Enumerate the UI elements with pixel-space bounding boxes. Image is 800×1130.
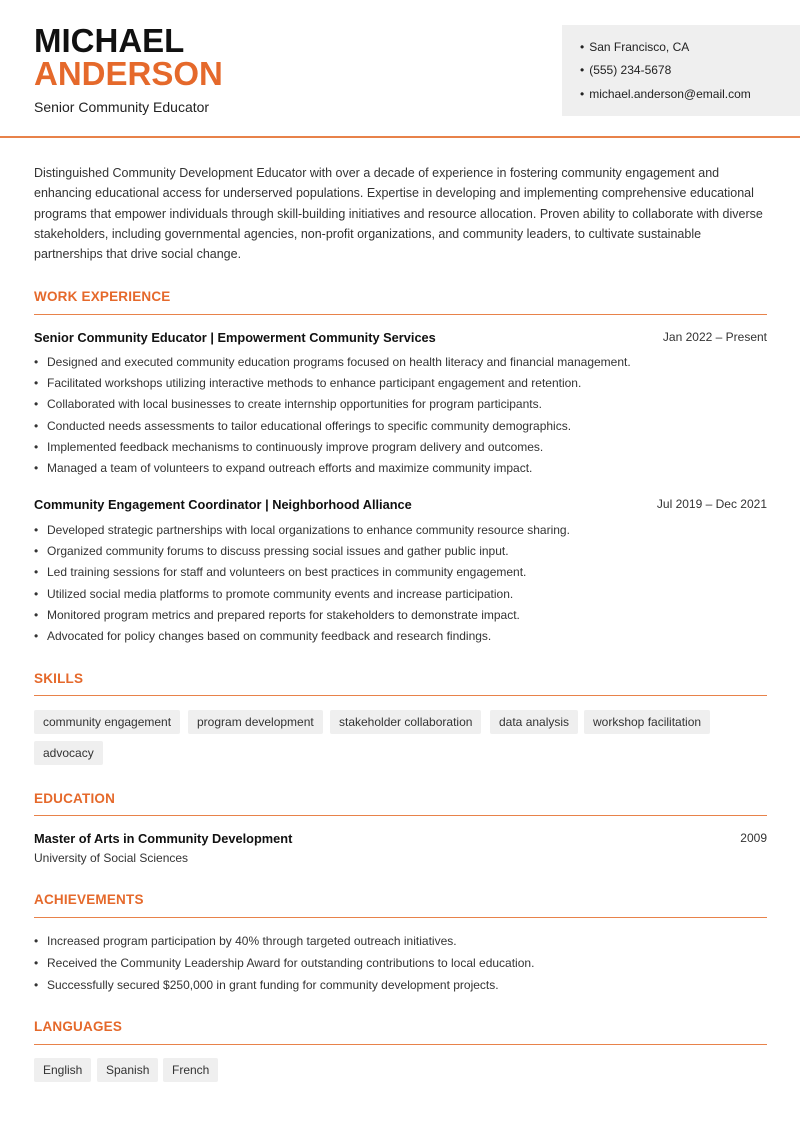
language-chip: French bbox=[163, 1058, 218, 1082]
section-title-education: EDUCATION bbox=[34, 791, 116, 806]
list-item: • Organized community forums to discuss pressing social issues and gather public input. bbox=[34, 541, 769, 562]
list-item: • Successfully secured $250,000 in grant funding for community development projects. bbox=[34, 974, 769, 996]
education-year: 2009 bbox=[740, 831, 767, 845]
skill-chip: advocacy bbox=[34, 741, 103, 765]
list-item: • Increased program participation by 40% through targeted outreach initiatives. bbox=[34, 930, 769, 952]
skill-chip: community engagement bbox=[34, 710, 180, 734]
list-item: • Collaborated with local businesses to create internship opportunities for program participants. bbox=[34, 394, 769, 415]
resume-header bbox=[0, 0, 800, 138]
list-item: • Developed strategic partnerships with local organizations to enhance community resource sharing. bbox=[34, 520, 769, 541]
contact-email[interactable]: • michael.anderson@email.com bbox=[580, 87, 751, 101]
section-title-work: WORK EXPERIENCE bbox=[34, 289, 171, 304]
list-item: • Managed a team of volunteers to expand outreach efforts and maximize community impact. bbox=[34, 458, 769, 479]
list-item: • Received the Community Leadership Award for outstanding contributions to local education. bbox=[34, 952, 769, 974]
job-bullets bbox=[34, 352, 769, 479]
section-divider bbox=[34, 1044, 767, 1045]
list-item: • Conducted needs assessments to tailor educational offerings to specific community demographics. bbox=[34, 416, 769, 437]
job-title: Senior Community Educator | Empowerment Community Services bbox=[34, 330, 436, 345]
contact-location: • San Francisco, CA bbox=[580, 40, 689, 54]
section-title-achievements: ACHIEVEMENTS bbox=[34, 892, 144, 907]
job-title: Community Engagement Coordinator | Neighborhood Alliance bbox=[34, 497, 412, 512]
language-chip: English bbox=[34, 1058, 91, 1082]
contact-box bbox=[562, 25, 800, 116]
education-school: University of Social Sciences bbox=[34, 851, 189, 865]
list-item: • Led training sessions for staff and volunteers on best practices in community engagement. bbox=[34, 562, 769, 583]
section-divider bbox=[34, 917, 767, 918]
skill-chip: program development bbox=[188, 710, 323, 734]
list-item: • Implemented feedback mechanisms to continuously improve program delivery and outcomes. bbox=[34, 437, 769, 458]
section-divider bbox=[34, 815, 767, 816]
education-degree: Master of Arts in Community Development bbox=[34, 831, 293, 846]
section-title-languages: LANGUAGES bbox=[34, 1019, 123, 1034]
list-item: • Facilitated workshops utilizing interactive methods to enhance participant engagement and retention. bbox=[34, 373, 769, 394]
summary-text: Distinguished Community Development Educator with over a decade of experience in fostering community engagement and enhancing educational access for underserved populations. Expertise in developing and implementing comprehensive educational programs that empower individuals through skill-building initiatives and resource allocation. Proven ability to collaborate with diverse stakeholders, including governmental agencies, non-profit organizations, and community leaders, to cultivate sustainable partnerships that drive social change. bbox=[34, 166, 763, 262]
list-item: • Designed and executed community education programs focused on health literacy and financial management. bbox=[34, 352, 769, 373]
section-divider bbox=[34, 314, 767, 315]
contact-phone: • (555) 234-5678 bbox=[580, 63, 671, 77]
list-item: • Utilized social media platforms to promote community events and increase participation. bbox=[34, 584, 769, 605]
skill-chip: stakeholder collaboration bbox=[330, 710, 481, 734]
achievement-bullets bbox=[34, 930, 769, 996]
list-item: • Monitored program metrics and prepared reports for stakeholders to demonstrate impact. bbox=[34, 605, 769, 626]
section-title-skills: SKILLS bbox=[34, 671, 84, 686]
job-bullets bbox=[34, 520, 769, 647]
last-name: ANDERSON bbox=[34, 55, 223, 92]
job-role: Senior Community Educator bbox=[34, 99, 210, 115]
job-dates: Jan 2022 – Present bbox=[662, 330, 767, 344]
language-chip: Spanish bbox=[97, 1058, 158, 1082]
job-dates: Jul 2019 – Dec 2021 bbox=[656, 497, 767, 511]
first-name: MICHAEL bbox=[34, 22, 185, 59]
skill-chip: data analysis bbox=[490, 710, 578, 734]
section-divider bbox=[34, 695, 767, 696]
list-item: • Advocated for policy changes based on community feedback and research findings. bbox=[34, 626, 769, 647]
skill-chip: workshop facilitation bbox=[584, 710, 710, 734]
